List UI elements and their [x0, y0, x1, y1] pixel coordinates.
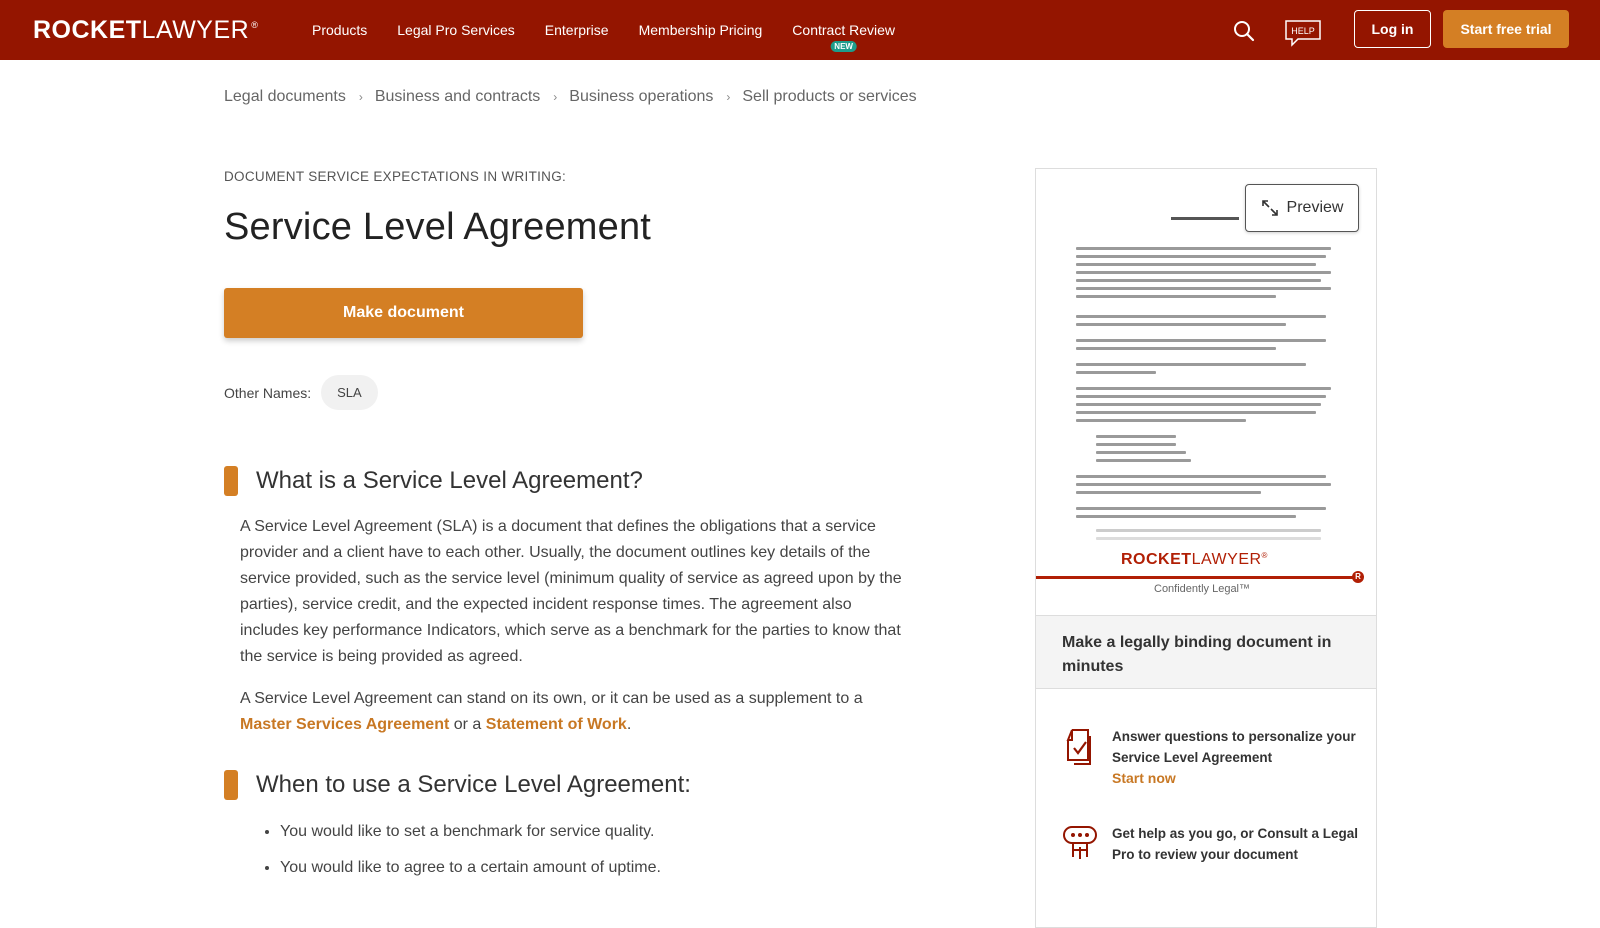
document-text-line — [1096, 443, 1176, 446]
document-text-line — [1076, 411, 1316, 414]
watermark-logo-light: LAWYER — [1191, 551, 1262, 568]
document-text-line — [1076, 263, 1316, 266]
start-now-link[interactable]: Start now — [1112, 770, 1176, 786]
document-text-line — [1096, 529, 1321, 532]
search-icon[interactable] — [1233, 20, 1255, 42]
document-text-line — [1076, 491, 1261, 494]
step-answer-questions — [1062, 726, 1362, 786]
card-banner: Make a legally binding document in minutes — [1036, 615, 1376, 689]
nav-legal-pro-services[interactable] — [397, 22, 515, 38]
page-title: Service Level Agreement — [224, 206, 652, 248]
section1-p2-text-a: A Service Level Agreement can stand on its own, or it can be used as a supplement to a — [240, 690, 863, 707]
page-eyebrow: DOCUMENT SERVICE EXPECTATIONS IN WRITING: — [224, 169, 567, 184]
login-label: Log in — [1371, 21, 1414, 37]
section-heading-what-is-text: What is a Service Level Agreement? — [256, 467, 643, 494]
document-text-line — [1076, 371, 1156, 374]
logo-registered-mark: ® — [251, 20, 259, 30]
main-nav — [312, 0, 925, 60]
document-preview-card — [1035, 168, 1377, 928]
watermark-registered-mark: ® — [1261, 551, 1268, 560]
preview-label: Preview — [1286, 199, 1344, 216]
document-text-line — [1076, 347, 1276, 350]
logo-light-text: LAWYER — [141, 16, 250, 44]
nav-legal-pro-label: Legal Pro Services — [397, 22, 515, 38]
breadcrumb-separator-icon: › — [358, 90, 363, 104]
document-text-line — [1076, 339, 1326, 342]
breadcrumb-separator-icon: › — [553, 90, 558, 104]
document-text-line — [1076, 323, 1286, 326]
document-text-line — [1076, 395, 1326, 398]
other-names-label: Other Names: — [224, 384, 312, 401]
heading-accent-bar — [224, 770, 238, 800]
breadcrumb-business-operations[interactable]: Business operations — [569, 88, 714, 105]
document-text-line — [1076, 271, 1331, 274]
other-names — [224, 375, 378, 410]
section-heading-what-is — [224, 466, 643, 496]
nav-products[interactable] — [312, 22, 367, 38]
trial-label: Start free trial — [1460, 21, 1552, 37]
make-document-label: Make document — [343, 304, 464, 321]
watermark-rule — [1036, 576, 1358, 579]
document-text-line — [1076, 255, 1326, 258]
section1-paragraph-2 — [240, 686, 912, 738]
list-item: • You would like to agree to a certain amount of uptime. — [280, 856, 661, 880]
rocket-lawyer-logo[interactable] — [33, 16, 258, 42]
step1-text: Answer questions to personalize your Service Level Agreement — [1112, 729, 1356, 765]
nav-enterprise-label: Enterprise — [544, 22, 609, 38]
section-heading-when-to-use-text: When to use a Service Level Agreement: — [256, 771, 691, 798]
document-text-line — [1076, 363, 1306, 366]
document-text-line — [1076, 515, 1296, 518]
document-text-line — [1096, 537, 1321, 540]
document-text-line — [1076, 475, 1326, 478]
registered-icon: R — [1352, 571, 1364, 583]
document-text-line — [1096, 435, 1176, 438]
document-text-line — [1076, 387, 1331, 390]
section-heading-when-to-use — [224, 770, 691, 800]
nav-contract-review[interactable] — [792, 22, 895, 51]
watermark-tagline: Confidently Legal™ — [1154, 583, 1251, 595]
help-icon-label: HELP — [1291, 26, 1315, 36]
help-icon[interactable] — [1284, 19, 1322, 47]
document-text-line — [1076, 403, 1321, 406]
nav-pricing-label: Membership Pricing — [638, 22, 763, 38]
document-text-line — [1096, 459, 1191, 462]
preview-button[interactable] — [1245, 184, 1359, 232]
expand-icon — [1261, 199, 1279, 217]
nav-enterprise[interactable] — [545, 22, 609, 38]
logo-bold-text: ROCKET — [33, 16, 142, 44]
section1-p2-text-c: . — [626, 716, 632, 733]
document-check-icon — [1062, 726, 1098, 766]
start-free-trial-button[interactable] — [1443, 10, 1569, 48]
document-thumbnail[interactable] — [1036, 169, 1376, 615]
heading-accent-bar — [224, 466, 238, 496]
document-title-line — [1171, 217, 1239, 220]
document-text-line — [1076, 287, 1331, 290]
breadcrumb — [224, 88, 917, 106]
step-get-help — [1062, 823, 1362, 865]
section1-paragraph-1: A Service Level Agreement (SLA) is a document that defines the obligations that a service provider and a client have to each other. Usually, the document outlines key details of the service provided, such as the service level (minimum quality of service as agreed upon by the parties), service credit, and the expected incident response times. The agreement also includes key performance Indicators, which serve as a benchmark for the parties to know that the service is being provided as agreed. — [240, 518, 902, 665]
nav-products-label: Products — [312, 22, 368, 38]
new-badge: NEW — [830, 41, 857, 52]
other-name-chip: SLA — [321, 375, 378, 410]
login-button[interactable] — [1354, 10, 1431, 48]
breadcrumb-sell-products[interactable]: Sell products or services — [742, 88, 917, 105]
document-text-line — [1076, 419, 1246, 422]
breadcrumb-separator-icon: › — [726, 90, 731, 104]
use-cases-list — [280, 820, 661, 892]
breadcrumb-business-and-contracts[interactable]: Business and contracts — [374, 88, 541, 105]
step2-text: Get help as you go, or Consult a Legal Pro to review your document — [1112, 826, 1359, 862]
document-text-line — [1076, 507, 1326, 510]
lawyer-chat-icon — [1062, 823, 1098, 863]
nav-membership-pricing[interactable] — [639, 22, 763, 38]
document-text-line — [1076, 483, 1331, 486]
section1-p2-text-b: or a — [449, 716, 486, 733]
document-text-line — [1076, 247, 1331, 250]
watermark-logo — [1121, 551, 1268, 569]
top-navigation-bar — [0, 0, 1600, 60]
breadcrumb-legal-documents[interactable]: Legal documents — [224, 88, 346, 105]
list-item: • You would like to set a benchmark for service quality. — [280, 820, 661, 844]
document-text-line — [1076, 315, 1326, 318]
master-services-agreement-link[interactable]: Master Services Agreement — [240, 716, 450, 733]
make-document-button[interactable] — [224, 288, 583, 338]
nav-contract-review-label: Contract Review — [792, 22, 895, 38]
statement-of-work-link[interactable]: Statement of Work — [485, 716, 627, 733]
document-text-line — [1096, 451, 1186, 454]
watermark-logo-bold: ROCKET — [1121, 551, 1192, 568]
document-text-line — [1076, 295, 1276, 298]
document-text-line — [1076, 279, 1321, 282]
